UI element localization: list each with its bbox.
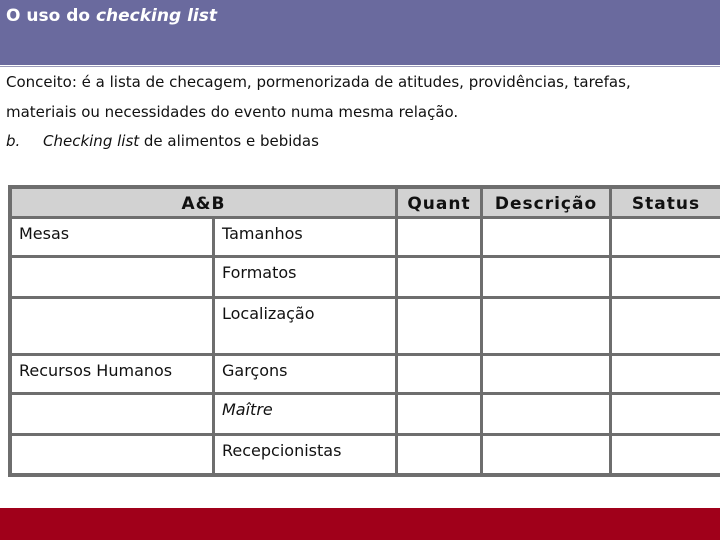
checking-list-table xyxy=(8,185,720,477)
header-ab: A&B xyxy=(12,189,395,216)
table-cell-descricao xyxy=(483,436,609,473)
table-cell-status xyxy=(612,356,720,392)
header-divider xyxy=(0,66,720,67)
item-text-rest: de alimentos e bebidas xyxy=(139,132,319,150)
header-quant: Quant xyxy=(398,189,480,216)
table-cell-quant xyxy=(398,299,480,353)
table-row-item: Localização xyxy=(215,299,395,353)
footer-bar xyxy=(0,508,720,540)
concept-line-2: materiais ou necessidades do evento numa mesma relação. xyxy=(6,103,459,121)
concept-line-1: Conceito: é a lista de checagem, pormenorizada de atitudes, providências, tarefas, xyxy=(6,73,631,91)
table-row-item: Formatos xyxy=(215,258,395,296)
table-cell-descricao xyxy=(483,395,609,433)
table-row-item: Garçons xyxy=(215,356,395,392)
slide-title xyxy=(6,6,217,26)
table-row-item: Tamanhos xyxy=(215,219,395,255)
table-cell-descricao xyxy=(483,299,609,353)
header-descricao: Descrição xyxy=(483,189,609,216)
item-text-italic: Checking list xyxy=(43,132,140,150)
table-cell-quant xyxy=(398,436,480,473)
table-cell-status xyxy=(612,258,720,296)
table-row-category xyxy=(12,436,212,473)
table-cell-status xyxy=(612,436,720,473)
table-cell-quant xyxy=(398,219,480,255)
slide-title-italic: checking list xyxy=(95,6,217,26)
table-cell-status xyxy=(612,395,720,433)
table-row-category xyxy=(12,258,212,296)
table-row-item: Recepcionistas xyxy=(215,436,395,473)
header-bar xyxy=(0,0,720,65)
header-status: Status xyxy=(612,189,720,216)
item-text xyxy=(43,132,319,150)
table-cell-status xyxy=(612,219,720,255)
item-label: b. xyxy=(6,132,21,150)
slide-title-prefix: O uso do xyxy=(6,6,96,26)
table-row-category xyxy=(12,395,212,433)
table-cell-status xyxy=(612,299,720,353)
table-cell-quant xyxy=(398,258,480,296)
table-cell-descricao xyxy=(483,356,609,392)
table-cell-quant xyxy=(398,395,480,433)
table-cell-descricao xyxy=(483,258,609,296)
table-cell-quant xyxy=(398,356,480,392)
table-row-item: Maître xyxy=(215,395,395,433)
table-row-category xyxy=(12,299,212,353)
table-row-category: Mesas xyxy=(12,219,212,255)
table-cell-descricao xyxy=(483,219,609,255)
table-row-category: Recursos Humanos xyxy=(12,356,212,392)
